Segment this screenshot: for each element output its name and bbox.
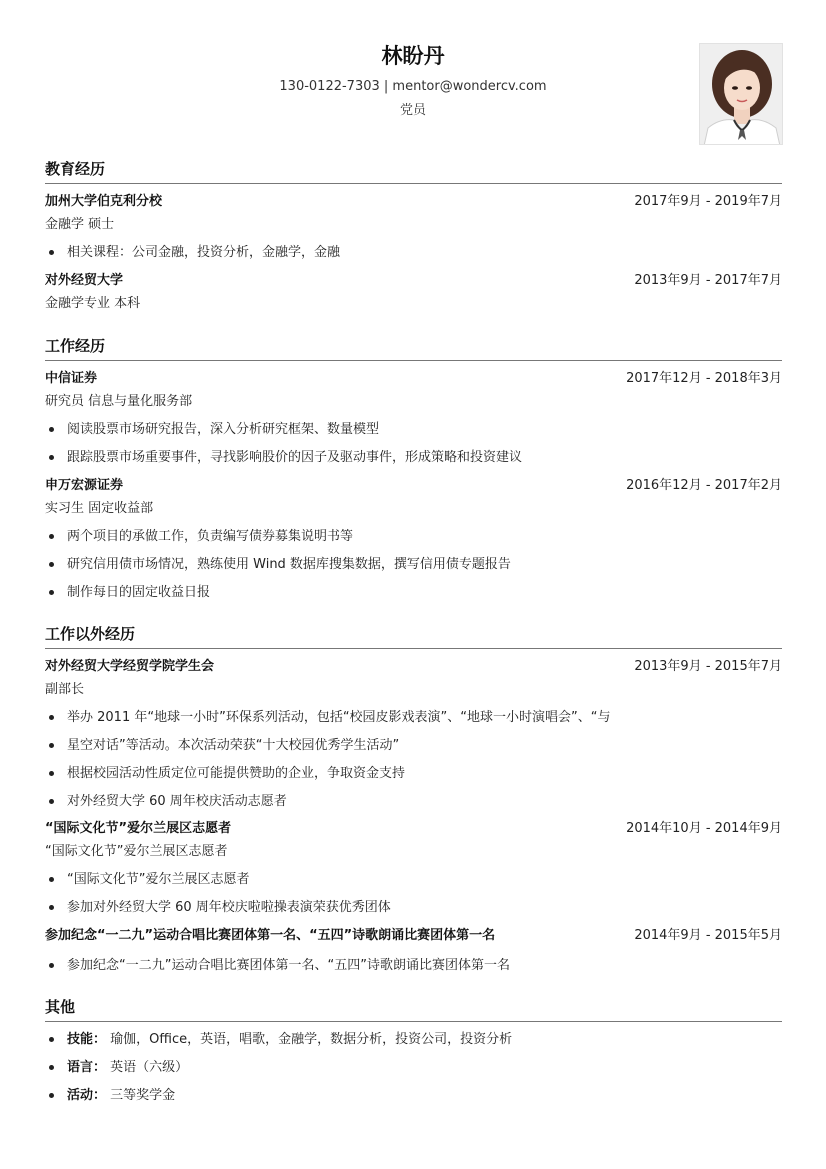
bullet-text: 制作每日的固定收益日报	[67, 585, 211, 600]
bullet-icon	[49, 1093, 54, 1098]
date-range: 2017年12月 - 2018年3月	[626, 371, 782, 386]
role-title: “国际文化节”爱尔兰展区志愿者	[45, 844, 228, 859]
company-name: 申万宏源证券	[45, 478, 124, 493]
skill-key: 技能：	[67, 1032, 107, 1047]
section-title-other: 其他	[45, 998, 76, 1016]
bullet-icon	[49, 1065, 54, 1070]
work-entry-header	[45, 369, 782, 389]
bullet-icon	[49, 715, 54, 720]
bullet-icon	[49, 250, 54, 255]
job-title: 研究员 信息与量化服务部	[45, 394, 193, 409]
bullet-text: 相关课程：公司金融，投资分析，金融学，金融	[67, 245, 341, 260]
date-range: 2017年9月 - 2019年7月	[634, 194, 782, 209]
profile-photo	[699, 43, 783, 145]
date-range: 2014年9月 - 2015年5月	[634, 928, 782, 943]
section-divider	[45, 360, 782, 361]
bullet-text: “国际文化节”爱尔兰展区志愿者	[67, 872, 250, 887]
organization-name: 对外经贸大学经贸学院学生会	[45, 659, 215, 674]
activity-key: 活动：	[67, 1088, 107, 1103]
role-title: 副部长	[45, 682, 85, 697]
bullet-icon	[49, 743, 54, 748]
skill-value: 瑜伽，Office，英语，唱歌，金融学，数据分析，投资公司，投资分析	[110, 1032, 513, 1047]
company-name: 中信证券	[45, 371, 98, 386]
portrait-image	[700, 44, 783, 145]
bullet-icon	[49, 590, 54, 595]
bullet-icon	[49, 534, 54, 539]
date-range: 2013年9月 - 2015年7月	[634, 659, 782, 674]
education-entry-header	[45, 192, 782, 212]
job-title: 实习生 固定收益部	[45, 501, 154, 516]
resume-name: 林盼丹	[381, 44, 445, 68]
bullet-text: 举办 2011 年“地球一小时”环保系列活动，包括“校园皮影戏表演”、“地球一小时演唱会”、“与	[67, 710, 611, 725]
bullet-text: 参加对外经贸大学 60 周年校庆啦啦操表演荣获优秀团体	[67, 900, 391, 915]
school-name: 加州大学伯克利分校	[45, 194, 163, 209]
date-range: 2014年10月 - 2014年9月	[626, 821, 782, 836]
date-range: 2013年9月 - 2017年7月	[634, 273, 782, 288]
bullet-icon	[49, 799, 54, 804]
bullet-text: 星空对话”等活动。本次活动荣获“十大校园优秀学生活动”	[67, 738, 400, 753]
contact-info: 130-0122-7303 | mentor@wondercv.com	[279, 79, 547, 94]
bullet-icon	[49, 1037, 54, 1042]
bullet-icon	[49, 877, 54, 882]
organization-name: “国际文化节”爱尔兰展区志愿者	[45, 821, 232, 836]
activity-entry-header	[45, 926, 782, 946]
bullet-icon	[49, 455, 54, 460]
political-status: 党员	[399, 103, 426, 118]
work-entry-header	[45, 476, 782, 496]
degree-info: 金融学 硕士	[45, 217, 115, 232]
bullet-text: 跟踪股票市场重要事件，寻找影响股价的因子及驱动事件，形成策略和投资建议	[67, 450, 523, 465]
bullet-text: 根据校园活动性质定位可能提供赞助的企业，争取资金支持	[67, 766, 406, 781]
bullet-text: 阅读股票市场研究报告，深入分析研究框架、数量模型	[67, 422, 380, 437]
bullet-text: 研究信用债市场情况，熟练使用 Wind 数据库搜集数据，撰写信用债专题报告	[67, 557, 511, 572]
bullet-icon	[49, 771, 54, 776]
section-divider	[45, 183, 782, 184]
bullet-text: 参加纪念“一二九”运动合唱比赛团体第一名、“五四”诗歌朗诵比赛团体第一名	[67, 958, 510, 973]
activity-entry-header	[45, 819, 782, 839]
bullet-icon	[49, 905, 54, 910]
bullet-text: 对外经贸大学 60 周年校庆活动志愿者	[67, 794, 287, 809]
section-title-work: 工作经历	[45, 337, 106, 355]
bullet-icon	[49, 427, 54, 432]
section-divider	[45, 648, 782, 649]
bullet-icon	[49, 963, 54, 968]
activity-entry-header	[45, 657, 782, 677]
organization-name: 参加纪念“一二九”运动合唱比赛团体第一名、“五四”诗歌朗诵比赛团体第一名	[45, 928, 496, 943]
education-entry-header	[45, 271, 782, 291]
degree-info: 金融学专业 本科	[45, 296, 141, 311]
section-title-extracurricular: 工作以外经历	[45, 625, 136, 643]
language-key: 语言：	[67, 1060, 107, 1075]
section-title-education: 教育经历	[45, 160, 106, 178]
activity-value: 三等奖学金	[110, 1088, 176, 1103]
bullet-text: 两个项目的承做工作，负责编写债券募集说明书等	[67, 529, 354, 544]
language-value: 英语（六级）	[110, 1060, 189, 1075]
date-range: 2016年12月 - 2017年2月	[626, 478, 782, 493]
section-divider	[45, 1021, 782, 1022]
school-name: 对外经贸大学	[45, 273, 124, 288]
bullet-icon	[49, 562, 54, 567]
